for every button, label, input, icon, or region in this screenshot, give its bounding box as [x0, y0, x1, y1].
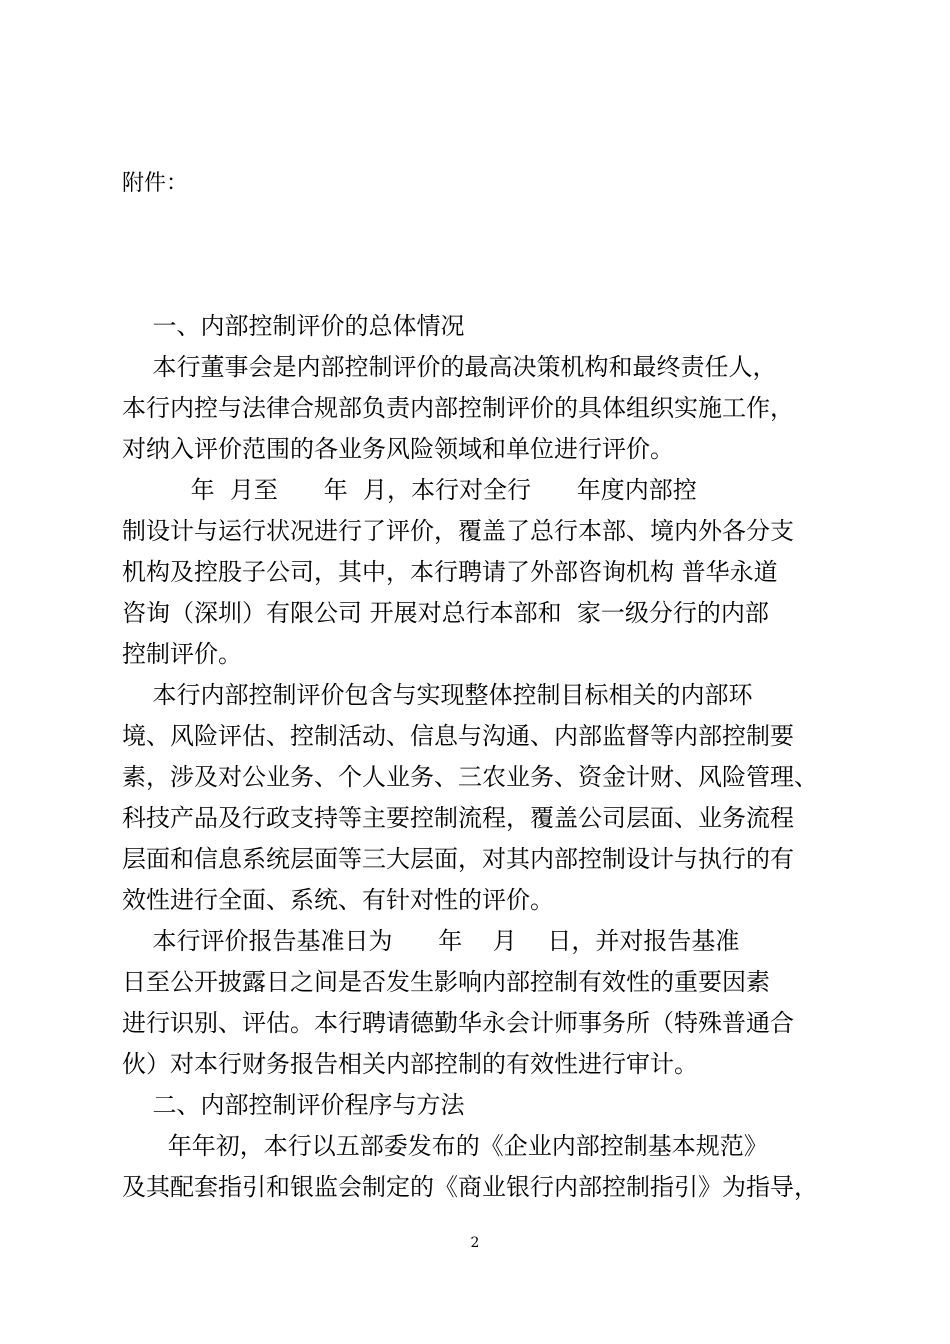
body-line: 控制评价。: [122, 640, 242, 668]
body-line: 及其配套指引和银监会制定的《商业银行内部控制指引》为指导，: [122, 1173, 818, 1201]
body-line: 本行内控与法律合规部负责内部控制评价的具体组织实施工作，: [122, 394, 794, 422]
body-line: 本行内部控制评价包含与实现整体控制目标相关的内部环: [122, 681, 753, 709]
body-line: 年年初，本行以五部委发布的《企业内部控制基本规范》: [122, 1132, 768, 1160]
body-line: 日至公开披露日之间是否发生影响内部控制有效性的重要因素: [122, 968, 770, 996]
body-line: 效性进行全面、系统、有针对性的评价。: [122, 886, 554, 914]
body-line: 层面和信息系统层面等三大层面，对其内部控制设计与执行的有: [122, 845, 794, 873]
body-line: 本行董事会是内部控制评价的最高决策机构和最终责任人，: [122, 353, 777, 381]
document-body: [122, 306, 828, 1208]
body-line: 二、内部控制评价程序与方法: [122, 1091, 465, 1119]
body-line: 机构及控股子公司，其中，本行聘请了外部咨询机构 普华永道: [122, 558, 778, 586]
body-line: 进行识别、评估。本行聘请德勤华永会计师事务所（特殊普通合: [122, 1009, 794, 1037]
body-line: 境、风险评估、控制活动、信息与沟通、内部监督等内部控制要: [122, 722, 794, 750]
attachment-label: 附件：: [122, 171, 189, 196]
body-line: 咨询（深圳）有限公司 开展对总行本部和 家一级分行的内部: [122, 599, 769, 627]
body-line: 对纳入评价范围的各业务风险领域和单位进行评价。: [122, 435, 674, 463]
body-line: 科技产品及行政支持等主要控制流程，覆盖公司层面、业务流程: [122, 804, 794, 832]
page-number: 2: [470, 1235, 480, 1251]
body-line: 制设计与运行状况进行了评价，覆盖了总行本部、境内外各分支: [122, 517, 794, 545]
body-line: 素，涉及对公业务、个人业务、三农业务、资金计财、风险管理、: [122, 763, 818, 791]
body-line: 年 月至 年 月，本行对全行 年度内部控: [122, 476, 697, 504]
body-line: 一、内部控制评价的总体情况: [122, 312, 465, 340]
body-line: 伙）对本行财务报告相关内部控制的有效性进行审计。: [122, 1050, 698, 1078]
body-line: 本行评价报告基准日为 年 月 日，并对报告基准: [122, 927, 740, 955]
